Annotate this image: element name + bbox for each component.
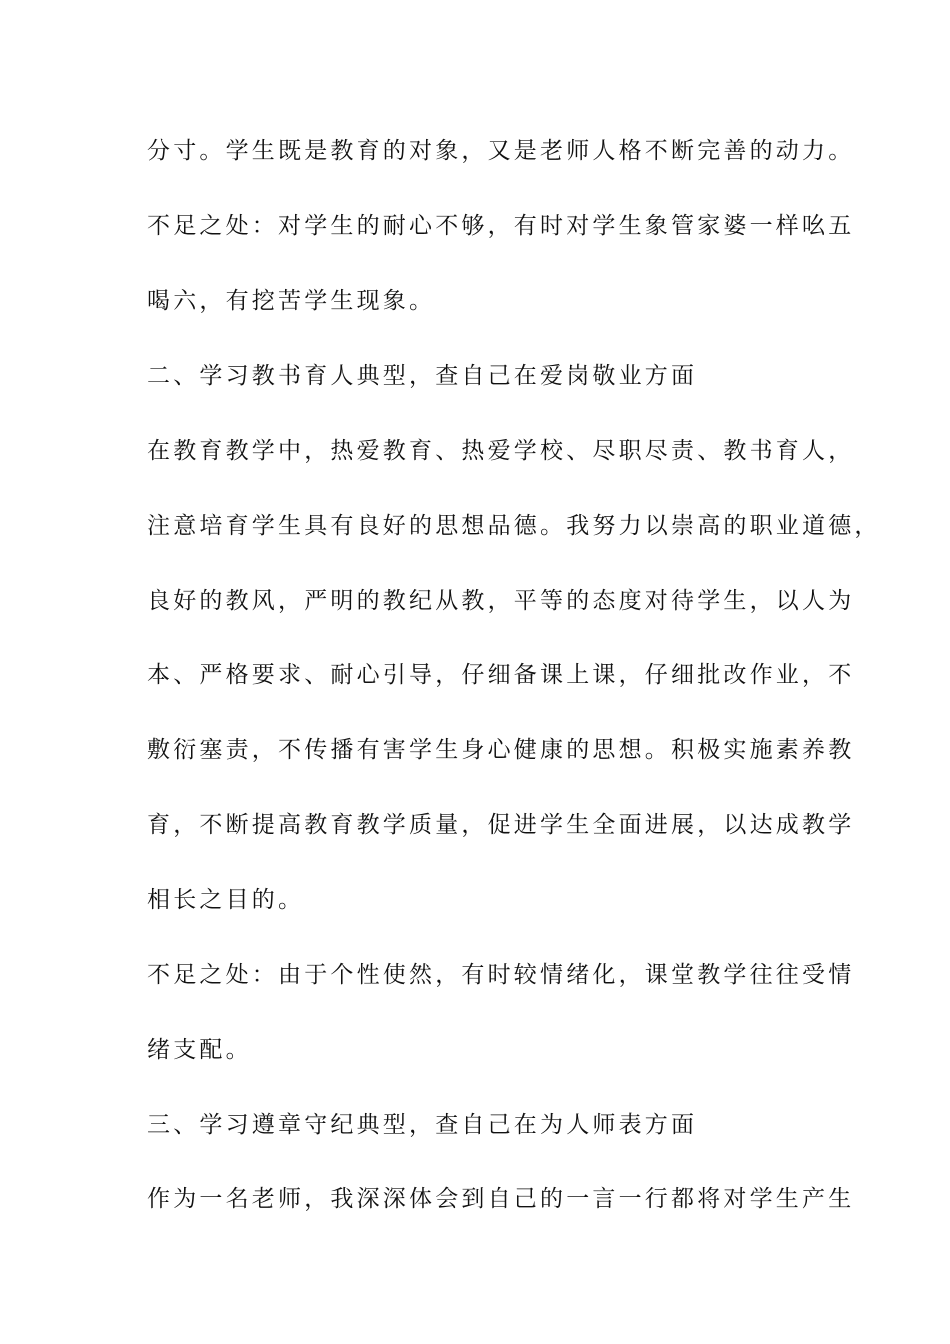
paragraph-line: 不足之处：由于个性使然，有时较情绪化，课堂教学往往受情: [147, 962, 855, 988]
paragraph-line: 喝六，有挖苦学生现象。: [147, 288, 436, 314]
paragraph-line: 相长之目的。: [147, 887, 305, 913]
paragraph-line: 本、严格要求、耐心引导，仔细备课上课，仔细批改作业，不: [147, 662, 855, 688]
section-heading: 二、学习教书育人典型，查自己在爱岗敬业方面: [147, 363, 698, 389]
paragraph-line: 绪支配。: [147, 1037, 252, 1063]
paragraph-line: 作为一名老师，我深深体会到自己的一言一行都将对学生产生: [147, 1186, 855, 1212]
paragraph-line: 不足之处：对学生的耐心不够，有时对学生象管家婆一样吆五: [147, 213, 855, 239]
paragraph-line: 敷衍塞责，不传播有害学生身心健康的思想。积极实施素养教: [147, 737, 855, 763]
paragraph-line: 在教育教学中，热爱教育、热爱学校、尽职尽责、教书育人，: [147, 438, 855, 464]
paragraph-line: 注意培育学生具有良好的思想品德。我努力以崇高的职业道德，: [147, 513, 881, 539]
paragraph-line: 分寸。学生既是教育的对象，又是老师人格不断完善的动力。: [147, 138, 855, 164]
section-heading: 三、学习遵章守纪典型，查自己在为人师表方面: [147, 1112, 698, 1138]
paragraph-line: 育，不断提高教育教学质量，促进学生全面进展，以达成教学: [147, 812, 855, 838]
paragraph-line: 良好的教风，严明的教纪从教，平等的态度对待学生，以人为: [147, 588, 855, 614]
